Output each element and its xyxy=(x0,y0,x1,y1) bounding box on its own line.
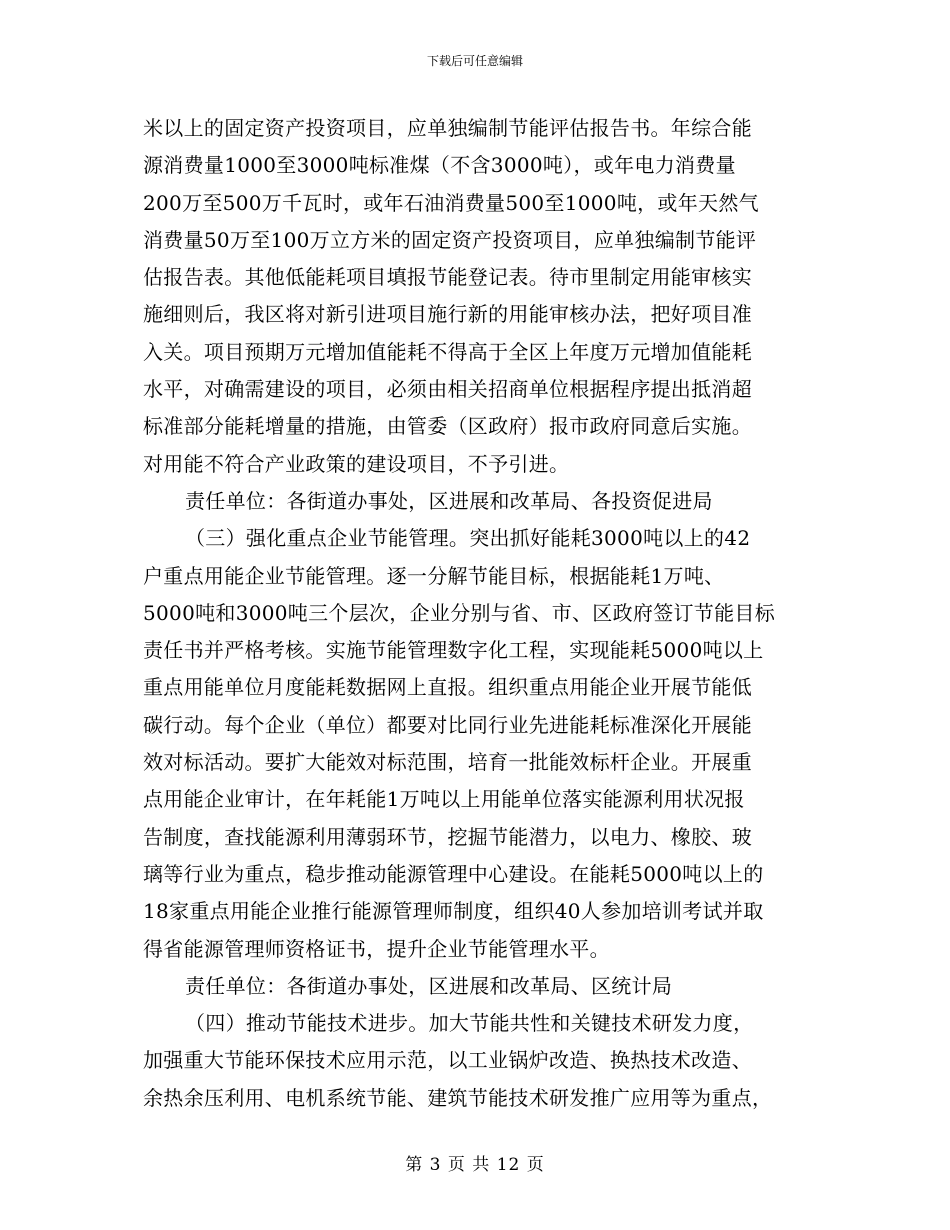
document-body xyxy=(143,110,803,1117)
text-line: 对用能不符合产业政策的建设项目，不予引进。 xyxy=(143,451,570,476)
text-line: 米以上的固定资产投资项目，应单独编制节能评估报告书。年综合能 xyxy=(143,116,752,140)
text-line: 点用能企业审计，在年耗能1万吨以上用能单位落实能源利用状况报 xyxy=(143,787,745,812)
text-line: 施细则后，我区将对新引进项目施行新的用能审核办法，把好项目准 xyxy=(143,302,752,327)
section-heading-line: （四）推动节能技术进步。加大节能共性和关键技术研发力度， xyxy=(185,1011,754,1036)
text-line: 18家重点用能企业推行能源管理师制度，组织40人参加培训考试并取 xyxy=(143,899,764,924)
text-line: 消费量50万至100万立方米的固定资产投资项目，应单独编制节能评 xyxy=(143,227,757,252)
text-line: 得省能源管理师资格证书，提升企业节能管理水平。 xyxy=(143,936,610,961)
page-header-note: 下载后可任意编辑 xyxy=(426,54,523,68)
text-line: 碳行动。每个企业（单位）都要对比同行业先进能耗标准深化开展能 xyxy=(143,712,752,737)
text-line: 5000吨和3000吨三个层次，企业分别与省、市、区政府签订节能目标 xyxy=(143,600,775,625)
text-line: 责任书并严格考核。实施节能管理数字化工程，实现能耗5000吨以上 xyxy=(143,638,764,663)
text-line: 200万至500万千瓦时，或年石油消费量500至1000吨，或年天然气 xyxy=(143,190,759,215)
section-heading-line: （三）强化重点企业节能管理。突出抓好能耗3000吨以上的42 xyxy=(185,526,751,551)
responsibility-line: 责任单位：各街道办事处，区进展和改革局、各投资促进局 xyxy=(185,488,713,513)
text-line: 水平，对确需建设的项目，必须由相关招商单位根据程序提出抵消超 xyxy=(143,377,752,402)
text-line: 标准部分能耗增量的措施，由管委（区政府）报市政府同意后实施。 xyxy=(143,414,752,439)
page-number: 第 3 页 共 12 页 xyxy=(405,1155,545,1175)
text-line: 源消费量1000至3000吨标准煤（不含3000吨），或年电力消费量 xyxy=(143,153,736,178)
text-line: 告制度，查找能源利用薄弱环节，挖掘节能潜力，以电力、橡胶、玻 xyxy=(143,824,752,849)
text-line: 重点用能单位月度能耗数据网上直报。组织重点用能企业开展节能低 xyxy=(143,675,752,700)
text-line: 估报告表。其他低能耗项目填报节能登记表。待市里制定用能审核实 xyxy=(143,265,752,290)
text-line: 加强重大节能环保技术应用示范，以工业锅炉改造、换热技术改造、 xyxy=(143,1048,752,1073)
text-line: 效对标活动。要扩大能效对标范围，培育一批能效标杆企业。开展重 xyxy=(143,750,752,775)
responsibility-line: 责任单位：各街道办事处，区进展和改革局、区统计局 xyxy=(185,973,673,998)
text-line: 余热余压利用、电机系统节能、建筑节能技术研发推广应用等为重点， xyxy=(143,1085,773,1110)
text-line: 户重点用能企业节能管理。逐一分解节能目标，根据能耗1万吨、 xyxy=(143,563,725,588)
text-line: 入关。项目预期万元增加值能耗不得高于全区上年度万元增加值能耗 xyxy=(143,339,752,364)
text-line: 璃等行业为重点，稳步推动能源管理中心建设。在能耗5000吨以上的 xyxy=(143,861,764,886)
